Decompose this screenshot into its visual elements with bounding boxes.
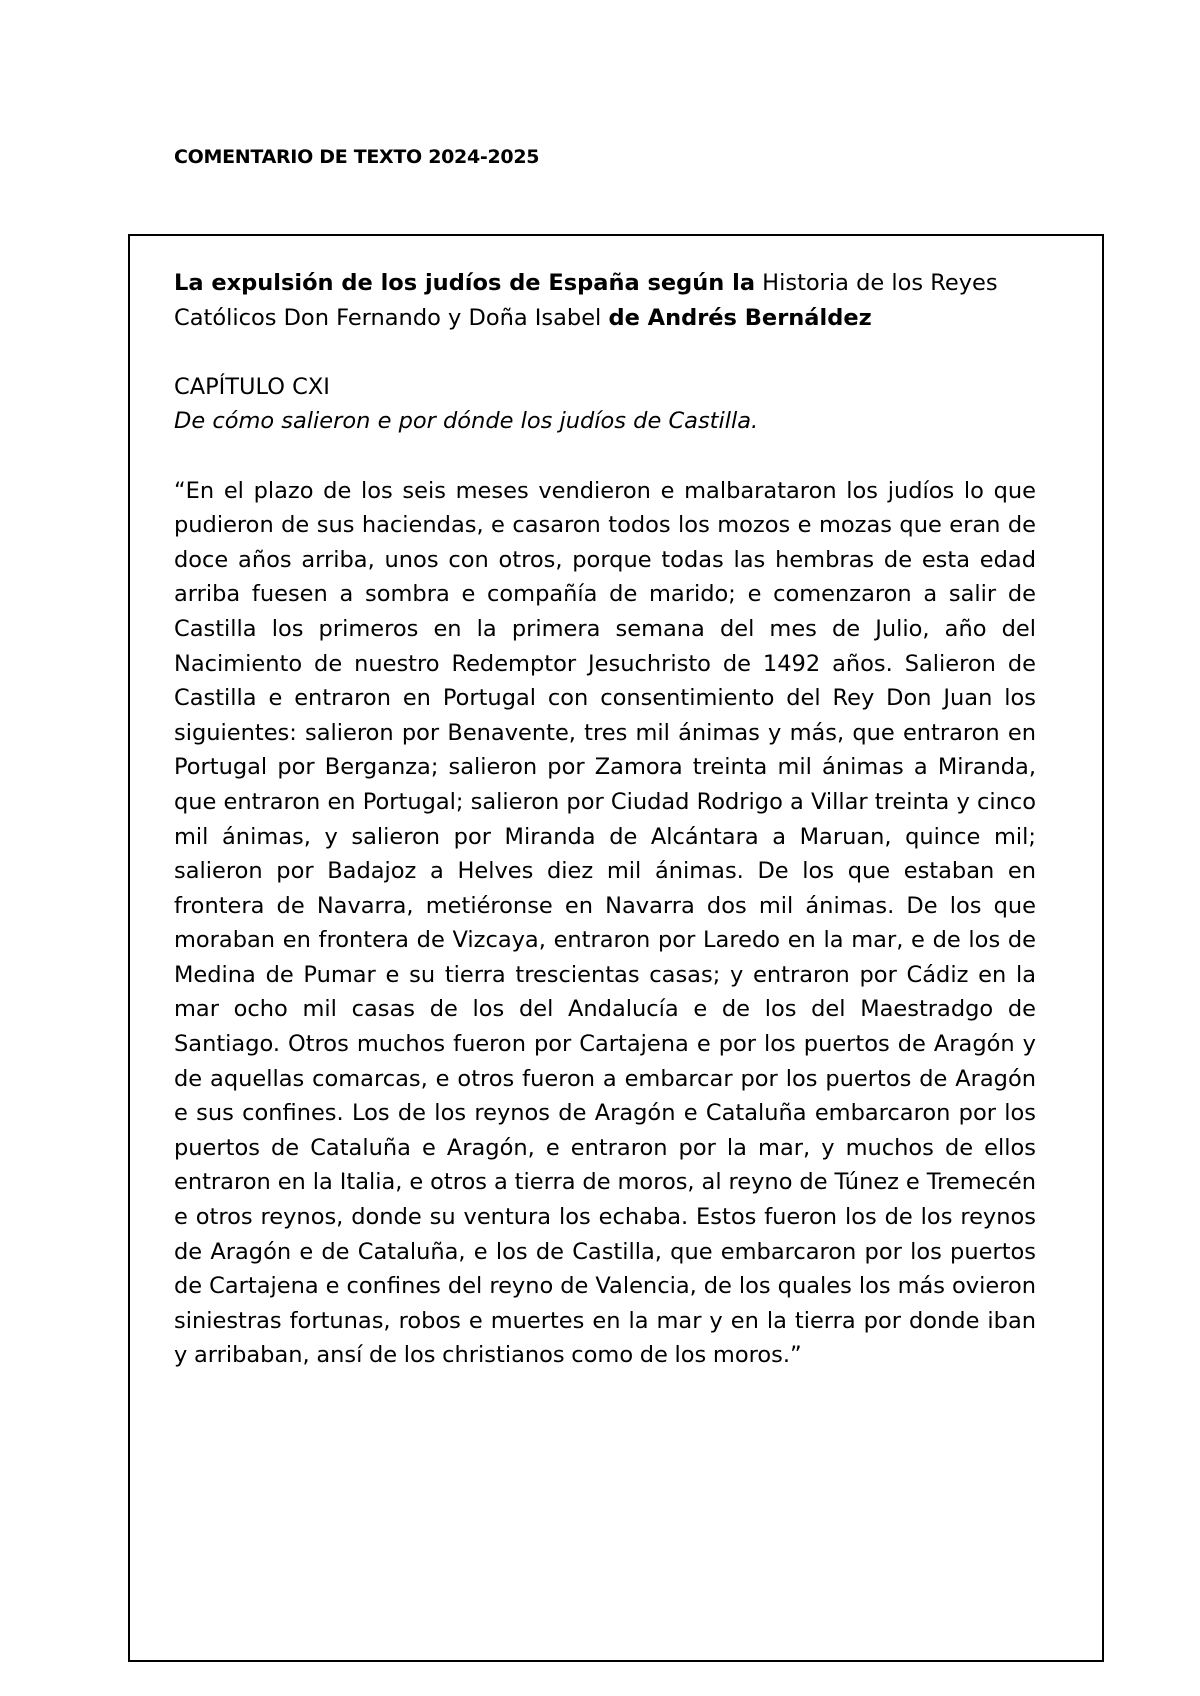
- text-frame: [128, 234, 1104, 1662]
- document-title: [174, 266, 1036, 335]
- author-part: de Andrés Bernáldez: [608, 304, 872, 331]
- text-frame-content: [174, 266, 1036, 1373]
- chapter-subtitle: De cómo salieron e por dónde los judíos de Castilla.: [174, 408, 759, 435]
- page-header: COMENTARIO DE TEXTO 2024-2025: [174, 146, 540, 168]
- body-paragraph: “En el plazo de los seis meses vendieron e malbarataron los judíos lo que pudieron de sus haciendas, e casaron todos los mozos e mozas que eran de doce años arriba, unos con otros, porque todas las hembras de esta edad arriba fuesen a sombra e compañía de marido; e comenzaron a salir de Castilla los primeros en la primera semana del mes de Julio, año del Nacimiento de nuestro Redemptor Jesuchristo de 1492 años. Salieron de Castilla e entraron en Portugal con consentimiento del Rey Don Juan los siguientes: salieron por Benavente, tres mil ánimas y más, que entraron en Portugal por Berganza; salieron por Zamora treinta mil ánimas a Miranda, que entraron en Portugal; salieron por Ciudad Rodrigo a Villar treinta y cinco mil ánimas, y salieron por Miranda de Alcántara a Maruan, quince mil; salieron por Badajoz a Helves diez mil ánimas. De los que estaban en frontera de Navarra, metiéronse en Navarra dos mil ánimas. De los que moraban en frontera de Vizcaya, entraron por Laredo en la mar, e de los de Medina de Pumar e su tierra trescientas casas; y entraron por Cádiz en la mar ocho mil casas de los del Andalucía e de los del Maestradgo de Santiago. Otros muchos fueron por Cartajena e por los puertos de Aragón y de aquellas comarcas, e otros fueron a embarcar por los puertos de Aragón e sus confines. Los de los reynos de Aragón e Cataluña embarcaron por los puertos de Cataluña e Aragón, e entraron por la mar, y muchos de ellos entraron en la Italia, e otros a tierra de moros, al reyno de Túnez e Tremecén e otros reynos, donde su ventura los echaba. Estos fueron los de los reynos de Aragón e de Cataluña, e los de Castilla, que embarcaron por los puertos de Cartajena e confines del reyno de Valencia, de los quales los más ovieron siniestras fortunas, robos e muertes en la mar y en la tierra por donde iban y arribaban, ansí de los christianos como de los moros.”: [174, 477, 1036, 1369]
- title-bold-part: La expulsión de los judíos de España según la: [174, 270, 756, 296]
- spacer: [174, 335, 1036, 370]
- spacer: [174, 439, 1036, 474]
- book-title: Historia de los Reyes Católicos Don Fernando y Doña Isabel: [174, 270, 998, 331]
- chapter-number: CAPÍTULO CXI: [174, 373, 330, 400]
